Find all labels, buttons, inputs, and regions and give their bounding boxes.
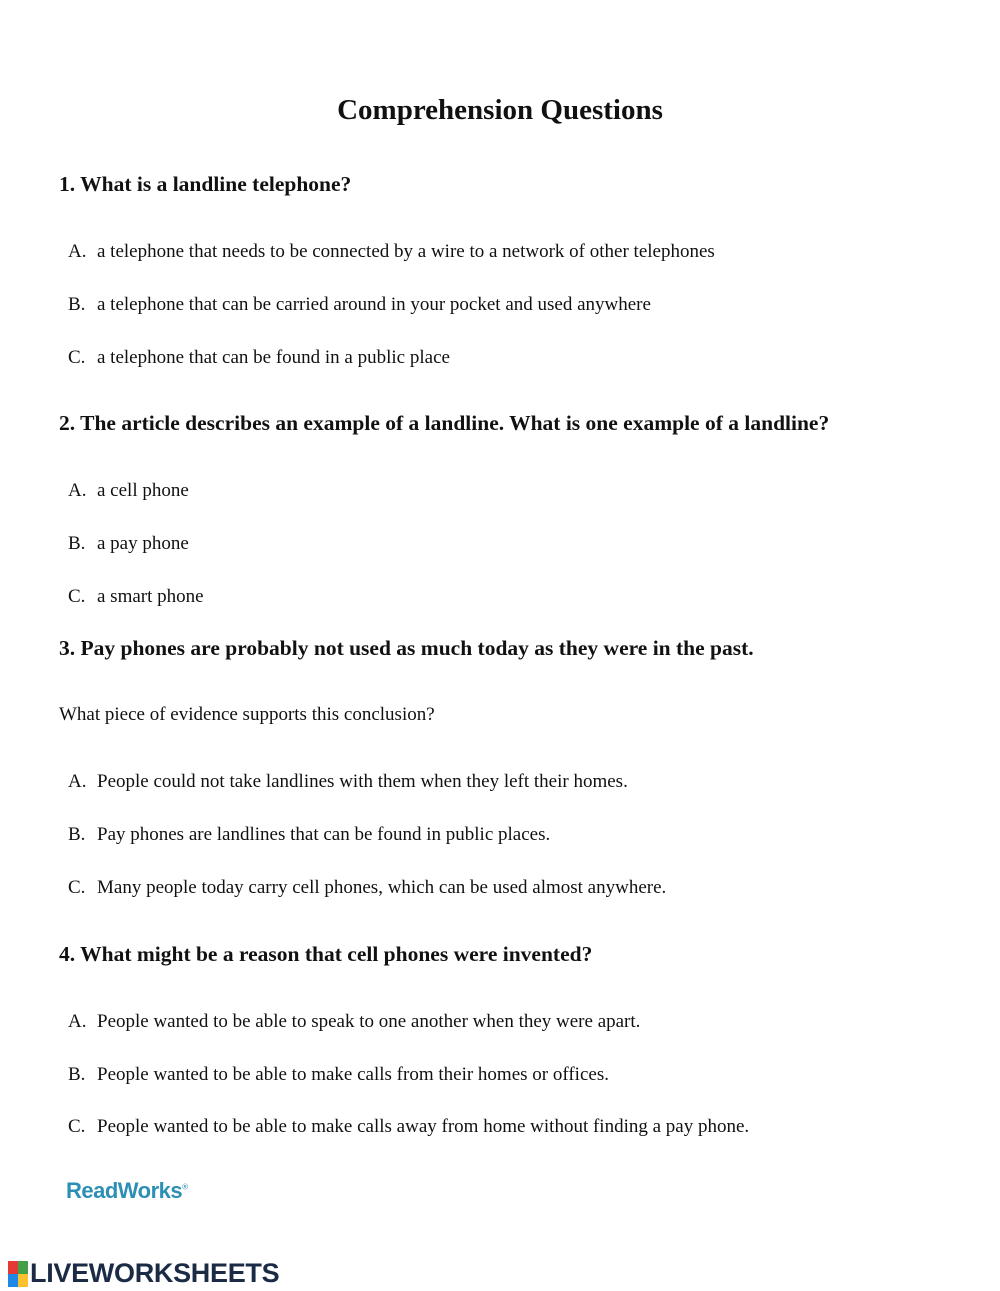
option-text: a cell phone — [97, 480, 189, 501]
question-4-option-c[interactable] — [68, 1116, 749, 1138]
option-text: a telephone that needs to be connected by a wire to a network of other telephones — [97, 241, 715, 262]
question-3-option-a[interactable] — [68, 771, 628, 793]
question-1-option-b[interactable] — [68, 294, 651, 316]
question-1: 1. What is a landline telephone? — [59, 172, 352, 196]
question-2-option-c[interactable] — [68, 586, 204, 608]
option-letter: B. — [68, 533, 86, 554]
liveworksheets-logo[interactable] — [8, 1258, 279, 1289]
logo-square-blue — [8, 1274, 18, 1287]
option-letter: A. — [68, 1011, 87, 1032]
option-text: a pay phone — [97, 533, 189, 554]
option-letter: A. — [68, 241, 87, 262]
option-text: People wanted to be able to make calls away from home without finding a pay phone. — [97, 1116, 750, 1137]
option-letter: B. — [68, 824, 86, 845]
option-text: a telephone that can be found in a public place — [97, 347, 450, 368]
question-4-option-a[interactable] — [68, 1011, 640, 1033]
option-text: Many people today carry cell phones, which can be used almost anywhere. — [97, 877, 667, 898]
question-3-stem: What piece of evidence supports this conclusion? — [59, 704, 435, 725]
option-text: People wanted to be able to make calls from their homes or offices. — [97, 1064, 609, 1085]
option-text: People wanted to be able to speak to one another when they were apart. — [97, 1011, 641, 1032]
option-letter: C. — [68, 586, 86, 607]
question-4: 4. What might be a reason that cell phones were invented? — [59, 942, 593, 966]
option-letter: A. — [68, 480, 87, 501]
option-text: People could not take landlines with them when they left their homes. — [97, 771, 628, 792]
question-2-option-a[interactable] — [68, 480, 189, 502]
option-text: a telephone that can be carried around in your pocket and used anywhere — [97, 294, 651, 315]
logo-square-green — [18, 1261, 28, 1274]
option-text: a smart phone — [97, 586, 204, 607]
question-1-option-c[interactable] — [68, 347, 450, 369]
question-3: 3. Pay phones are probably not used as much today as they were in the past. — [59, 636, 754, 660]
option-letter: C. — [68, 1116, 86, 1137]
logo-square-yellow — [18, 1274, 28, 1287]
question-2-option-b[interactable] — [68, 533, 189, 555]
option-letter: C. — [68, 347, 86, 368]
liveworksheets-icon — [8, 1261, 28, 1287]
question-2: 2. The article describes an example of a landline. What is one example of a landline? — [59, 411, 830, 435]
option-letter: B. — [68, 294, 86, 315]
option-text: Pay phones are landlines that can be found in public places. — [97, 824, 551, 845]
question-3-option-c[interactable] — [68, 877, 666, 899]
readworks-logo-text: ReadWorks — [66, 1178, 183, 1203]
question-4-option-b[interactable] — [68, 1064, 609, 1086]
logo-square-red — [8, 1261, 18, 1274]
option-letter: B. — [68, 1064, 86, 1085]
liveworksheets-logo-text: LIVEWORKSHEETS — [30, 1258, 280, 1288]
question-1-option-a[interactable] — [68, 241, 715, 263]
option-letter: A. — [68, 771, 87, 792]
readworks-logo — [66, 1178, 188, 1204]
option-letter: C. — [68, 877, 86, 898]
question-3-option-b[interactable] — [68, 824, 550, 846]
registered-mark: ® — [182, 1182, 188, 1192]
page-title: Comprehension Questions — [337, 94, 663, 126]
